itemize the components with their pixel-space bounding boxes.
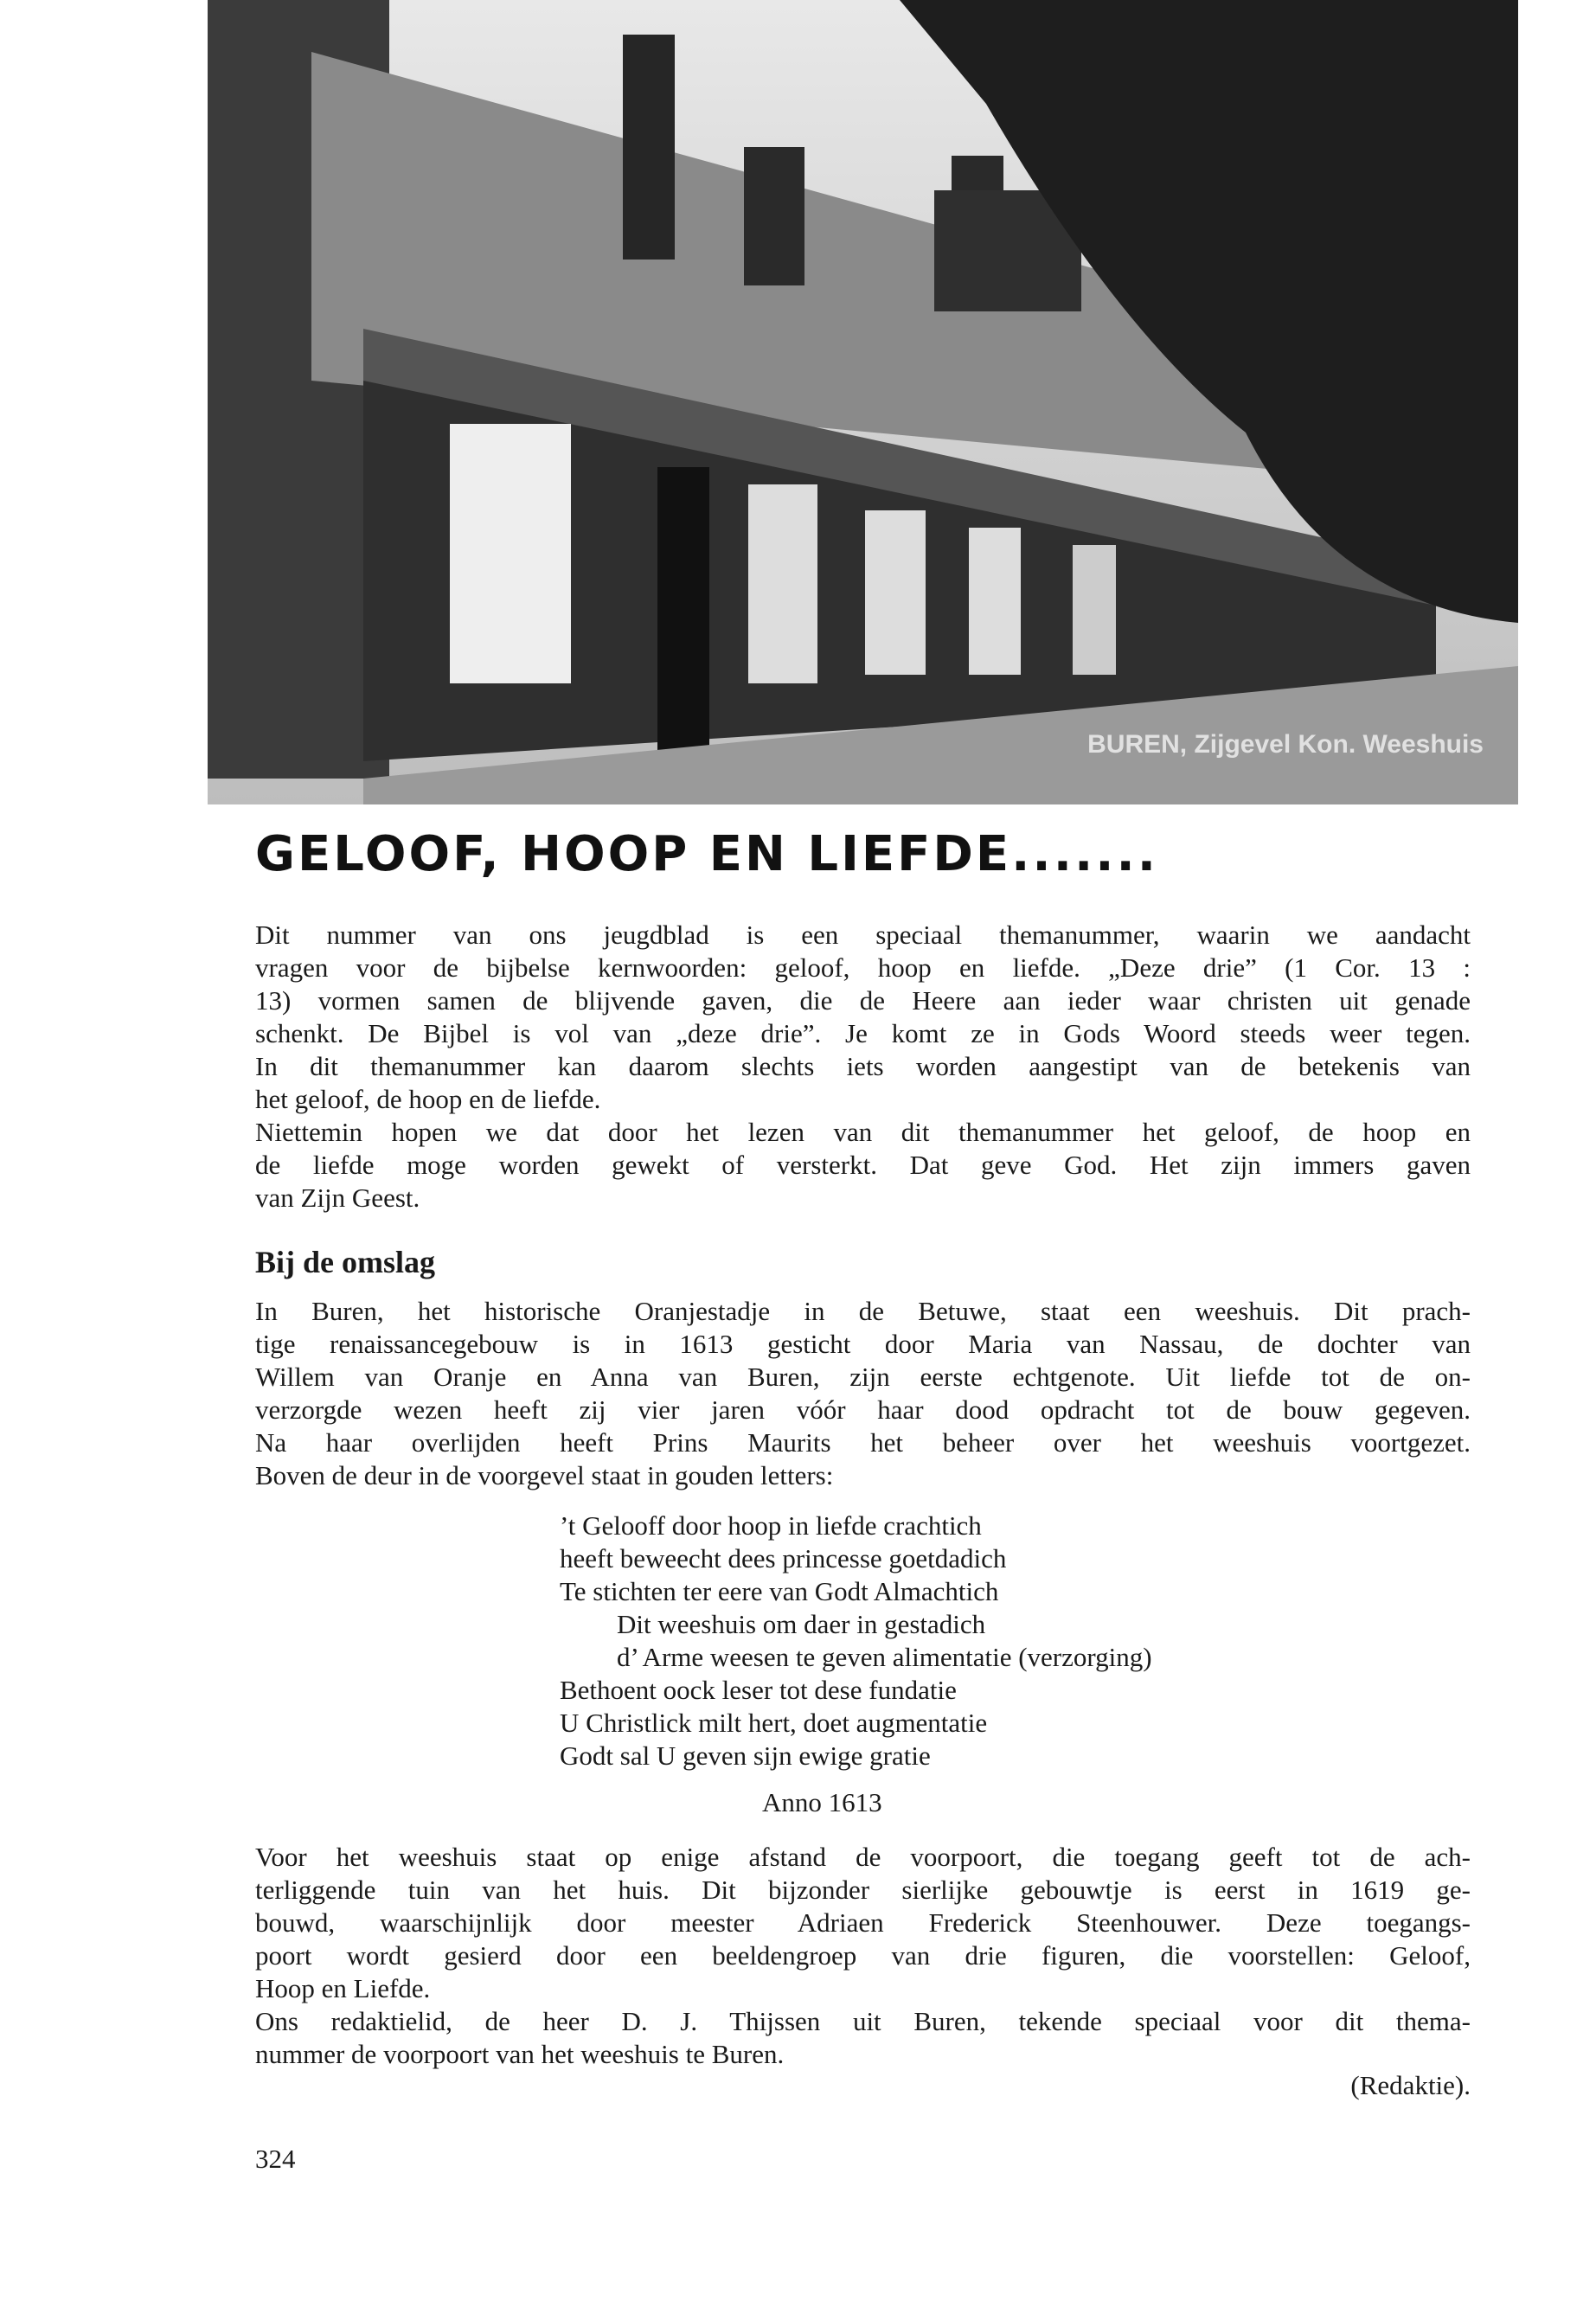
page-number: 324 [255, 2144, 296, 2174]
text-line: schenkt. De Bijbel is vol van „deze drie”. Je komt ze in Gods Woord steeds weer tegen. [255, 1018, 1471, 1048]
poem-line: Bethoent oock leser tot dese fundatie [560, 1675, 957, 1705]
text-line: In Buren, het historische Oranjestadje in de Betuwe, staat een weeshuis. Dit prach- [255, 1296, 1471, 1326]
text-line: verzorgde wezen heeft zij vier jaren vóór haar dood opdracht tot de bouw gegeven. [255, 1394, 1471, 1425]
text-line: Niettemin hopen we dat door het lezen van dit themanummer het geloof, de hoop en [255, 1117, 1471, 1147]
text-line: 13) vormen samen de blijvende gaven, die de Heere aan ieder waar christen uit genade [255, 985, 1471, 1016]
text-line: tige renaissancegebouw is in 1613 gesticht door Maria van Nassau, de dochter van [255, 1329, 1471, 1359]
poem-line: Dit weeshuis om daer in gestadich [617, 1609, 986, 1639]
text-line: Willem van Oranje en Anna van Buren, zijn eerste echtgenote. Uit liefde tot de on- [255, 1362, 1471, 1392]
text-line: Boven de deur in de voorgevel staat in gouden letters: [255, 1460, 834, 1490]
photo-caption: BUREN, Zijgevel Kon. Weeshuis [1087, 730, 1484, 759]
text-line: de liefde moge worden gewekt of versterkt. Dat geve God. Het zijn immers gaven [255, 1150, 1471, 1180]
text-line: poort wordt gesierd door een beeldengroep van drie figuren, die voorstellen: Geloof, [255, 1940, 1471, 1971]
poem-line: heeft beweecht dees princesse goetdadich [560, 1543, 1007, 1574]
section-heading: Bij de omslag [255, 1245, 436, 1279]
page-title: GELOOF, HOOP EN LIEFDE....... [255, 826, 1159, 882]
building-photo [208, 0, 1518, 804]
poem-line: d’ Arme weesen te geven alimentatie (verzorging) [617, 1642, 1152, 1672]
text-line: Dit nummer van ons jeugdblad is een speciaal themanummer, waarin we aandacht [255, 920, 1471, 950]
signature: (Redaktie). [1350, 2070, 1471, 2100]
poem-line: U Christlick milt hert, doet augmentatie [560, 1708, 988, 1738]
cover-photo-weeshuis [208, 0, 1518, 804]
text-line: nummer de voorpoort van het weeshuis te Buren. [255, 2039, 785, 2069]
text-line: Voor het weeshuis staat op enige afstand de voorpoort, die toegang geeft tot de ach- [255, 1842, 1471, 1872]
text-line: bouwd, waarschijnlijk door meester Adriaen Frederick Steenhouwer. Deze toegangs- [255, 1907, 1471, 1938]
voorpoort-paragraph [255, 1841, 1471, 2071]
text-line: In dit themanummer kan daarom slechts iets worden aangestipt van de betekenis van [255, 1051, 1471, 1081]
text-line: Na haar overlijden heeft Prins Maurits het beheer over het weeshuis voortgezet. [255, 1427, 1471, 1458]
poem-line: Godt sal U geven sijn ewige gratie [560, 1740, 931, 1771]
omslag-paragraph [255, 1295, 1471, 1492]
text-line: van Zijn Geest. [255, 1183, 420, 1213]
anno-date: Anno 1613 [762, 1787, 882, 1817]
text-line: terliggende tuin van het huis. Dit bijzonder sierlijke gebouwtje is eerst in 1619 ge- [255, 1875, 1471, 1905]
text-line: Hoop en Liefde. [255, 1973, 431, 2003]
poem-line: ’t Gelooff door hoop in liefde crachtich [560, 1510, 982, 1541]
text-line: het geloof, de hoop en de liefde. [255, 1084, 601, 1114]
text-line: vragen voor de bijbelse kernwoorden: geloof, hoop en liefde. „Deze drie” (1 Cor. 13 : [255, 952, 1471, 983]
poem-line: Te stichten ter eere van Godt Almachtich [560, 1576, 999, 1606]
inscription-poem [560, 1509, 1152, 1772]
text-line: Ons redaktielid, de heer D. J. Thijssen uit Buren, tekende speciaal voor dit thema- [255, 2006, 1471, 2036]
intro-paragraph [255, 919, 1471, 1215]
